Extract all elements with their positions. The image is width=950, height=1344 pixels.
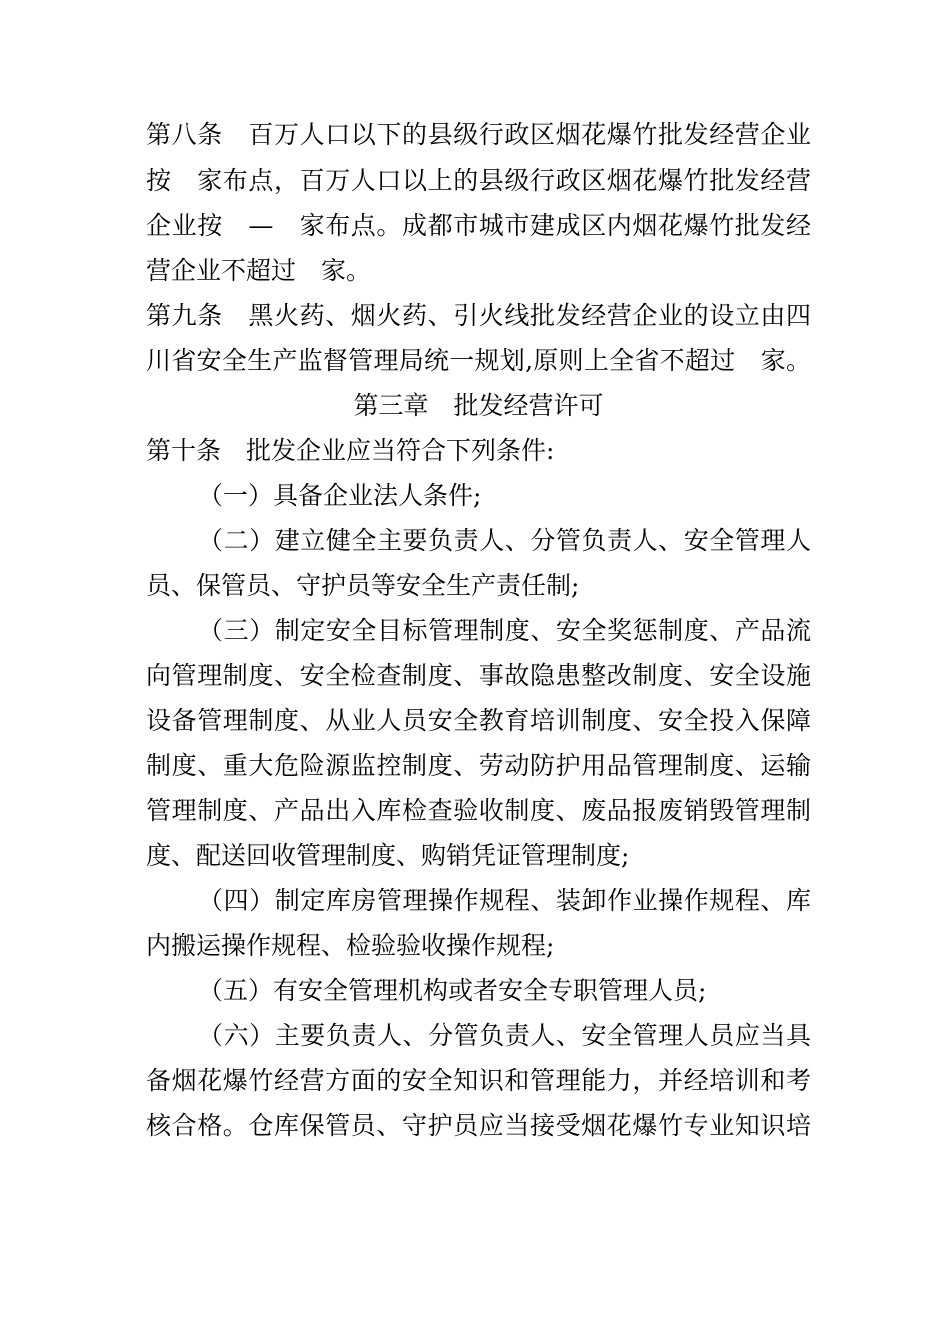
item-6-line-3: 核合格。仓库保管员、守护员应当接受烟花爆竹专业知识培	[146, 1111, 811, 1140]
item-3-line-6: 度、配送回收管理制度、购销凭证管理制度;	[146, 841, 630, 870]
item-3-line-4: 制度、重大危险源监控制度、劳动防护用品管理制度、运输	[146, 751, 811, 780]
item-1-line-1: （一）具备企业法人条件;	[198, 481, 482, 510]
item-2-line-1: （二）建立健全主要负责人、分管负责人、安全管理人	[198, 526, 811, 555]
item-4-line-2: 内搬运操作规程、检验验收操作规程;	[146, 931, 555, 960]
article-10-line-1: 第十条 批发企业应当符合下列条件:	[146, 436, 555, 465]
item-3-line-3: 设备管理制度、从业人员安全教育培训制度、安全投入保障	[146, 706, 811, 735]
item-6-line-1: （六）主要负责人、分管负责人、安全管理人员应当具	[198, 1021, 811, 1050]
article-8-line-2: 按 家布点，百万人口以上的县级行政区烟花爆竹批发经营	[146, 166, 811, 195]
item-3-line-5: 管理制度、产品出入库检查验收制度、废品报废销毁管理制	[146, 796, 811, 825]
item-6-line-2: 备烟花爆竹经营方面的安全知识和管理能力，并经培训和考	[146, 1066, 811, 1095]
item-3-line-2: 向管理制度、安全检查制度、事故隐患整改制度、安全设施	[146, 661, 811, 690]
article-9-line-2: 川省安全生产监督管理局统一规划,原则上全省不超过 家。	[146, 346, 811, 375]
item-4-line-1: （四）制定库房管理操作规程、装卸作业操作规程、库	[198, 886, 811, 915]
chapter-3-heading: 第三章 批发经营许可	[353, 391, 604, 420]
article-9-line-1: 第九条 黑火药、烟火药、引火线批发经营企业的设立由四	[146, 301, 811, 330]
article-8-line-1: 第八条 百万人口以下的县级行政区烟花爆竹批发经营企业	[146, 120, 811, 149]
item-2-line-2: 员、保管员、守护员等安全生产责任制;	[146, 571, 580, 600]
article-8-line-4: 营企业不超过 家。	[146, 256, 372, 285]
item-5-line-1: （五）有安全管理机构或者安全专职管理人员;	[198, 976, 707, 1005]
item-3-line-1: （三）制定安全目标管理制度、安全奖惩制度、产品流	[198, 616, 811, 645]
article-8-line-3: 企业按 — 家布点。成都市城市建成区内烟花爆竹批发经	[146, 211, 811, 240]
